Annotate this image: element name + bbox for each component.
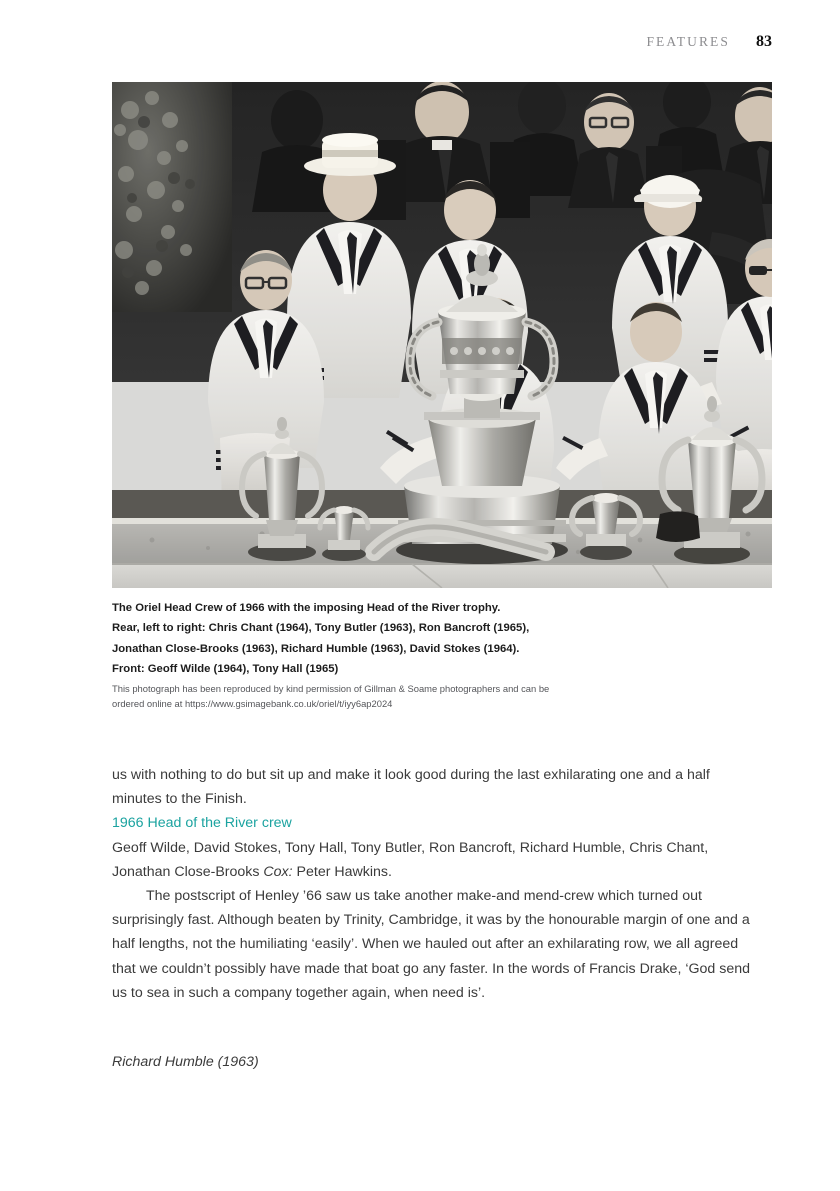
section-subheading: 1966 Head of the River crew <box>112 815 292 832</box>
continued-paragraph: us with nothing to do but sit up and make it look good during the last exhilarating one and a half minutes to the Finish. <box>112 767 710 808</box>
body-column <box>112 763 760 1005</box>
running-head <box>112 33 772 51</box>
caption-line-2: Rear, left to right: Chris Chant (1964), Tony Butler (1963), Ron Bancroft (1965), <box>112 622 530 635</box>
page-number: 83 <box>756 33 772 50</box>
caption-line-1: The Oriel Head Crew of 1966 with the imposing Head of the River trophy. <box>112 602 501 614</box>
cox-name: Peter Hawkins. <box>292 863 392 880</box>
crew-names: Geoff Wilde, David Stokes, Tony Hall, Tony Butler, Ron Bancroft, Richard Humble, Chris Chant, Jonathan Close-Brooks <box>112 839 709 880</box>
cox-label: Cox: <box>263 863 293 880</box>
figure-photograph <box>112 82 772 588</box>
author-byline: Richard Humble (1963) <box>112 1054 259 1070</box>
caption-line-3: Jonathan Close-Brooks (1963), Richard Humble (1963), David Stokes (1964). <box>112 642 520 655</box>
crew-photo <box>112 82 772 588</box>
running-head-section: FEATURES <box>646 34 730 49</box>
final-paragraph: The postscript of Henley ’66 saw us take another make-and mend-crew which turned out surprisingly fast. Although beaten by Trinity, Cambridge, it was by the honourable margin of one and a half lengths, not the humiliating ‘easily’. When we hauled out after an exhilarating row, we all agreed that we couldn’t possibly have made that boat go any faster. In the words of Francis Drake, ‘God send us to sea in such a company together again, when need is’. <box>112 888 751 1001</box>
photo-credit <box>112 681 682 712</box>
credit-line-1: This photograph has been reproduced by kind permission of Gillman & Soame photographers and can be <box>112 683 550 694</box>
caption-line-4: Front: Geoff Wilde (1964), Tony Hall (1965) <box>112 662 339 675</box>
credit-line-2: ordered online at https://www.gsimagebank.co.uk/oriel/t/iyy6ap2024 <box>112 698 393 710</box>
crew-list-paragraph <box>112 836 760 884</box>
figure-caption <box>112 598 712 679</box>
